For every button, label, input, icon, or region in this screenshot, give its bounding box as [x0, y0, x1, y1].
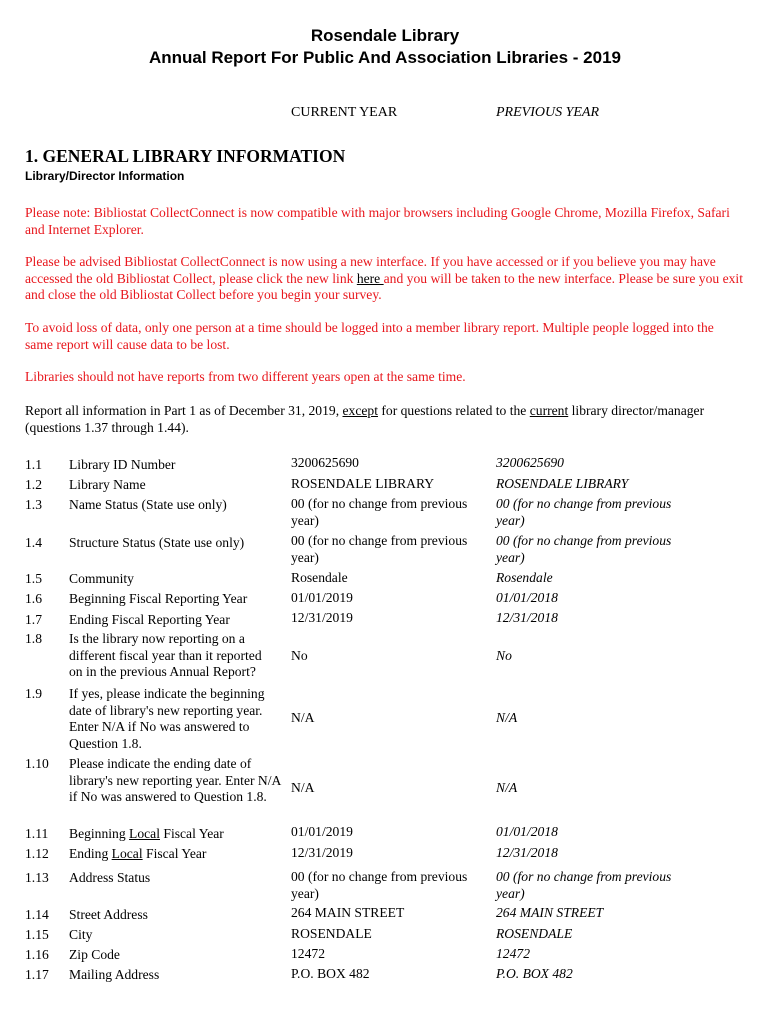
previous-value: 12/31/2018 [496, 610, 558, 625]
row-label: Library Name [69, 477, 146, 492]
current-value: 01/01/2019 [291, 590, 353, 605]
previous-value: 3200625690 [496, 455, 564, 470]
row-number: 1.8 [25, 631, 42, 646]
instruction-text [25, 403, 745, 436]
instruction-current: current [529, 403, 569, 418]
row-number: 1.9 [25, 686, 42, 701]
current-value: ROSENDALE [291, 926, 372, 941]
row-number: 1.10 [25, 756, 49, 771]
previous-value: 00 (for no change from previous year) [496, 869, 672, 901]
current-value: 12472 [291, 946, 325, 961]
interface-notice [25, 254, 745, 304]
row-label: Structure Status (State use only) [69, 535, 245, 550]
row-number: 1.5 [25, 571, 42, 586]
row-label: Zip Code [69, 947, 120, 962]
row-label: Name Status (State use only) [69, 497, 227, 512]
row-number: 1.16 [25, 947, 49, 962]
previous-value: N/A [496, 780, 518, 795]
previous-value: 00 (for no change from previous year) [496, 533, 672, 565]
report-title: Annual Report For Public And Association Libraries - 2019 [149, 48, 621, 67]
row-number: 1.13 [25, 870, 49, 885]
instruction-part-1: Report all information in Part 1 as of December 31, 2019, [25, 403, 343, 418]
row-label: Library ID Number [69, 457, 176, 472]
row-number: 1.12 [25, 846, 49, 861]
instruction-except: except [342, 403, 378, 418]
row-number: 1.2 [25, 477, 42, 492]
row-label: Ending Fiscal Reporting Year [69, 612, 230, 627]
previous-value: ROSENDALE [496, 926, 573, 941]
section-title: 1. GENERAL LIBRARY INFORMATION [25, 146, 346, 166]
previous-value: No [496, 648, 512, 663]
row-number: 1.14 [25, 907, 49, 922]
two-years-notice: Libraries should not have reports from two different years open at the same time. [25, 369, 466, 384]
row-number: 1.3 [25, 497, 42, 512]
current-value: 264 MAIN STREET [291, 905, 405, 920]
data-loss-notice: To avoid loss of data, only one person at a time should be logged into a member library report. Multiple people logged into the same report will cause data to be lost. [25, 320, 714, 352]
label-part: Fiscal Year [160, 826, 224, 841]
row-number: 1.11 [25, 826, 49, 841]
label-part: Beginning [69, 826, 130, 841]
current-value: Rosendale [291, 570, 348, 585]
row-label: If yes, please indicate the beginning date of library's new reporting year. Enter N/A if No was answered to Question 1.8. [69, 686, 265, 751]
current-value: 00 (for no change from previous year) [291, 496, 468, 528]
current-value: 12/31/2019 [291, 610, 353, 625]
row-label: Beginning Fiscal Reporting Year [69, 591, 248, 606]
label-part: Ending [69, 846, 112, 861]
browser-notice: Please note: Bibliostat CollectConnect is now compatible with major browsers including Google Chrome, Mozilla Firefox, Safari and Internet Explorer. [25, 205, 730, 237]
current-value: 01/01/2019 [291, 824, 353, 839]
section-subtitle: Library/Director Information [25, 169, 185, 183]
previous-year-header: PREVIOUS YEAR [496, 105, 600, 120]
row-label: Community [69, 571, 134, 586]
current-value: N/A [291, 710, 315, 725]
instruction-part-3: library director/manager (questions 1.37 through 1.44). [25, 403, 705, 435]
row-label [69, 846, 284, 863]
previous-value: 12472 [496, 946, 530, 961]
current-value: No [291, 648, 308, 663]
row-number: 1.6 [25, 591, 42, 606]
row-label: Is the library now reporting on a different fiscal year than it reported on in the previous Annual Report? [69, 631, 262, 679]
current-year-header: CURRENT YEAR [291, 105, 398, 120]
current-value: 00 (for no change from previous year) [291, 533, 468, 565]
label-part-underlined: Local [129, 826, 160, 841]
previous-value: 01/01/2018 [496, 590, 558, 605]
row-label: Street Address [69, 907, 148, 922]
current-value: P.O. BOX 482 [291, 966, 370, 981]
previous-value: P.O. BOX 482 [496, 966, 573, 981]
current-value: 00 (for no change from previous year) [291, 869, 468, 901]
label-part: Fiscal Year [142, 846, 207, 861]
row-label [69, 826, 284, 843]
current-value: 12/31/2019 [291, 845, 353, 860]
label-part-underlined: Local [111, 846, 143, 861]
current-value: 3200625690 [291, 455, 359, 470]
row-number: 1.4 [25, 535, 42, 550]
row-number: 1.1 [25, 457, 42, 472]
current-value: N/A [291, 780, 315, 795]
instruction-part-2: for questions related to the [377, 403, 530, 418]
row-number: 1.7 [25, 612, 42, 627]
here-link[interactable]: here [356, 270, 384, 286]
previous-value: 00 (for no change from previous year) [496, 496, 672, 528]
row-label: Mailing Address [69, 967, 160, 982]
row-number: 1.15 [25, 927, 49, 942]
previous-value: N/A [496, 710, 518, 725]
row-label: City [69, 927, 93, 942]
previous-value: 01/01/2018 [496, 824, 558, 839]
previous-value: 264 MAIN STREET [496, 905, 604, 920]
library-name-title: Rosendale Library [310, 26, 460, 45]
interface-notice-text-2: and you will be taken to the new interface. Please be sure you exit and close the old Bibliostat Collect before you begin your survey. [25, 270, 743, 302]
previous-value: ROSENDALE LIBRARY [496, 476, 629, 491]
previous-value: 12/31/2018 [496, 845, 558, 860]
previous-value: Rosendale [496, 570, 553, 585]
interface-notice-text-1: Please be advised Bibliostat CollectConnect is now using a new interface. If you have accessed or if you believe you may have accessed the old Bibliostat Collect, please click the new link [25, 254, 716, 286]
row-number: 1.17 [25, 967, 49, 982]
current-value: ROSENDALE LIBRARY [291, 476, 435, 491]
row-label: Address Status [69, 870, 151, 885]
row-label: Please indicate the ending date of library's new reporting year. Enter N/A if No was answered to Question 1.8. [69, 756, 281, 804]
